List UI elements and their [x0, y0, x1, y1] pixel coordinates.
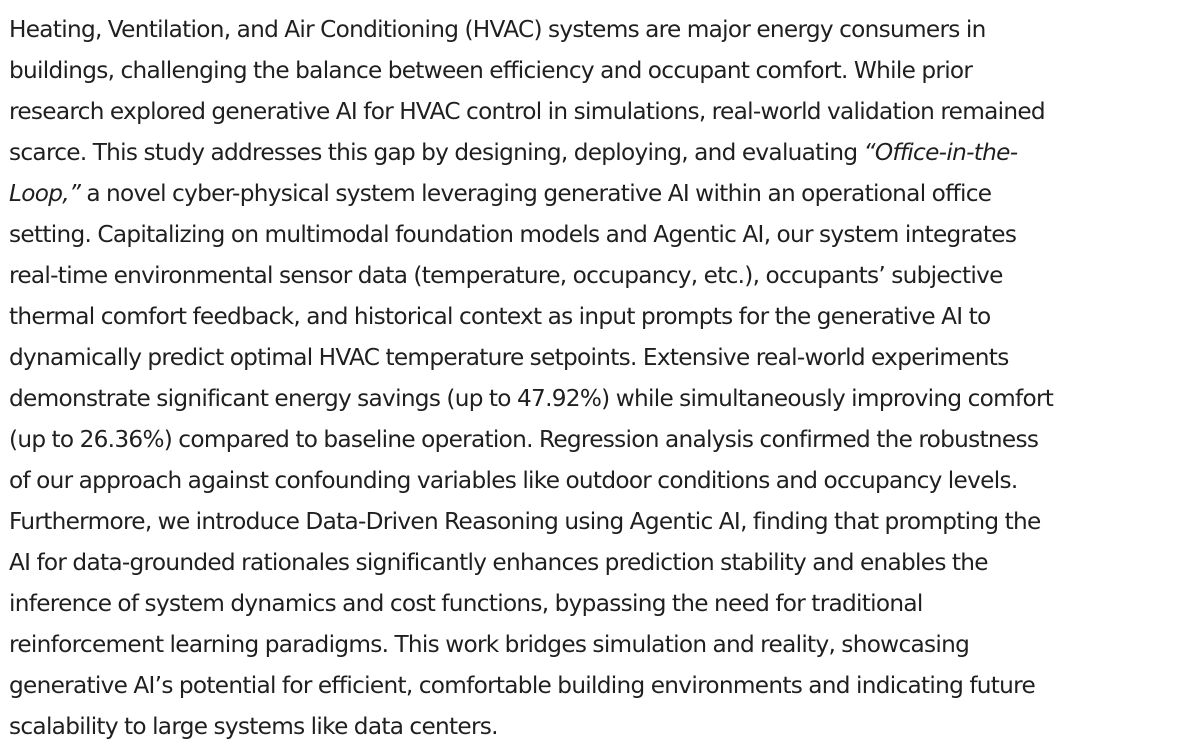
line-text: dynamically predict optimal HVAC temperature setpoints. Extensive real-world experiments [9, 344, 1009, 371]
line-text: real-time environmental sensor data (temperature, occupancy, etc.), occupants’ subjective [9, 262, 1003, 289]
abstract-line [9, 460, 1195, 501]
abstract-line [9, 624, 1195, 665]
abstract-line [9, 50, 1195, 91]
abstract-line [9, 132, 1195, 173]
line-text: scarce. This study addresses this gap by designing, deploying, and evaluating [9, 139, 864, 166]
abstract-line [9, 296, 1195, 337]
line-text: Furthermore, we introduce Data-Driven Reasoning using Agentic AI, finding that prompting the [9, 508, 1041, 535]
abstract-line [9, 9, 1195, 50]
abstract-line [9, 501, 1195, 542]
line-text: setting. Capitalizing on multimodal foundation models and Agentic AI, our system integrates [9, 221, 1017, 248]
abstract-line [9, 173, 1195, 214]
line-text: of our approach against confounding variables like outdoor conditions and occupancy levels. [9, 467, 1018, 494]
line-text: reinforcement learning paradigms. This work bridges simulation and reality, showcasing [9, 631, 970, 658]
abstract-line [9, 378, 1195, 419]
line-text: a novel cyber-physical system leveraging generative AI within an operational office [80, 180, 992, 207]
line-text: scalability to large systems like data centers. [9, 713, 498, 740]
abstract-line [9, 706, 1195, 747]
abstract-line [9, 255, 1195, 296]
abstract-line [9, 542, 1195, 583]
line-text: (up to 26.36%) compared to baseline operation. Regression analysis confirmed the robustness [9, 426, 1039, 453]
abstract-line [9, 583, 1195, 624]
line-text: AI for data-grounded rationales significantly enhances prediction stability and enables the [9, 549, 988, 576]
abstract-line [9, 419, 1195, 460]
line-text: Heating, Ventilation, and Air Conditioning (HVAC) systems are major energy consumers in [9, 16, 986, 43]
system-name-emphasis: “Office-in-the- [863, 139, 1018, 166]
abstract-paragraph [9, 9, 1195, 747]
abstract-line [9, 91, 1195, 132]
abstract-line [9, 214, 1195, 255]
system-name-emphasis: Loop,” [9, 180, 81, 207]
line-text: demonstrate significant energy savings (up to 47.92%) while simultaneously improving comfort [9, 385, 1054, 412]
line-text: buildings, challenging the balance between efficiency and occupant comfort. While prior [9, 57, 973, 84]
abstract-line [9, 337, 1195, 378]
line-text: research explored generative AI for HVAC control in simulations, real-world validation remained [9, 98, 1045, 125]
line-text: thermal comfort feedback, and historical context as input prompts for the generative AI to [9, 303, 991, 330]
line-text: inference of system dynamics and cost functions, bypassing the need for traditional [9, 590, 923, 617]
abstract-line [9, 665, 1195, 706]
line-text: generative AI’s potential for efficient, comfortable building environments and indicating future [9, 672, 1036, 699]
